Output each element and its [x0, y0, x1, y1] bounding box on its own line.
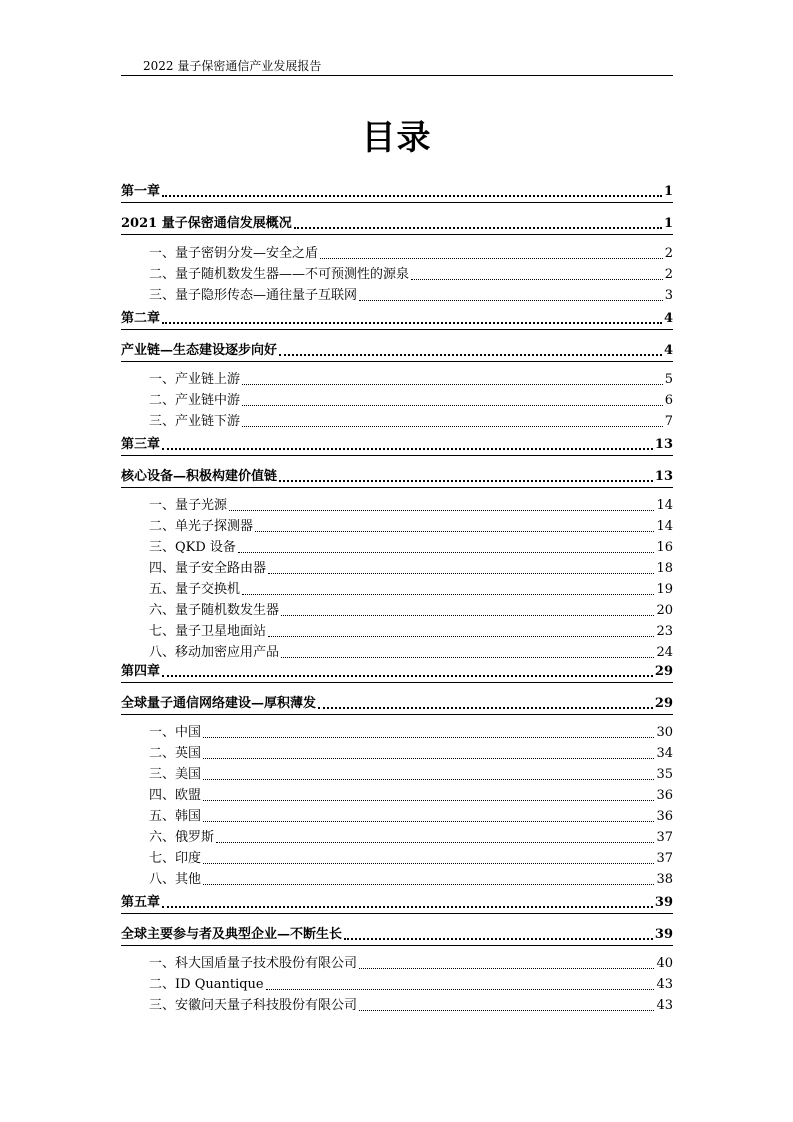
toc-entry-label: 一、量子光源 [149, 498, 228, 513]
toc-page-number: 43 [656, 998, 673, 1013]
toc-page-number: 2 [664, 267, 673, 282]
toc-dot-leader [203, 799, 654, 801]
toc-section-entry[interactable] [121, 992, 673, 1014]
toc-page-number: 2 [664, 246, 673, 261]
toc-page-number: 19 [656, 582, 673, 597]
toc-page-number: 14 [656, 519, 673, 534]
toc-dot-leader [162, 447, 653, 450]
toc-entry-label: 二、量子随机数发生器——不可预测性的源泉 [149, 267, 410, 282]
toc-entry-label: 三、QKD 设备 [149, 540, 236, 555]
toc-chapter-entry[interactable] [121, 693, 673, 715]
toc-page-number: 29 [654, 696, 673, 711]
toc-dot-leader [359, 967, 654, 969]
toc-dot-leader [242, 593, 654, 595]
toc-dot-leader [238, 551, 655, 553]
toc-entry-label: 三、美国 [149, 767, 202, 782]
toc-page-number: 36 [656, 788, 673, 803]
toc-page-number: 24 [656, 645, 673, 660]
toc-dot-leader [268, 572, 654, 574]
toc-section-entry[interactable] [121, 261, 673, 283]
toc-section-entry[interactable] [121, 845, 673, 867]
toc-page-number: 18 [656, 561, 673, 576]
toc-chapter-entry[interactable] [121, 924, 673, 946]
toc-dot-leader [203, 778, 654, 780]
toc-page-number: 34 [656, 746, 673, 761]
toc-page-number: 35 [656, 767, 673, 782]
toc-dot-leader [255, 530, 654, 532]
toc-page-number: 36 [656, 809, 673, 824]
toc-entry-label: 七、印度 [149, 851, 202, 866]
toc-dot-leader [242, 425, 663, 427]
toc-chapter-entry[interactable] [121, 213, 673, 235]
toc-dot-leader [359, 1009, 654, 1011]
toc-entry-label: 二、产业链中游 [149, 393, 241, 408]
toc-dot-leader [411, 278, 663, 280]
toc-dot-leader [203, 883, 654, 885]
toc-page-number: 6 [664, 393, 673, 408]
toc-chapter-entry[interactable] [121, 892, 673, 914]
toc-entry-label: 第三章 [121, 437, 161, 452]
toc-dot-leader [318, 706, 653, 709]
toc-entry-label: 二、英国 [149, 746, 202, 761]
toc-entry-label: 四、量子安全路由器 [149, 561, 267, 576]
toc-chapter-entry[interactable] [121, 466, 673, 488]
toc-entry-label: 一、中国 [149, 725, 202, 740]
toc-dot-leader [216, 841, 654, 843]
toc-section-entry[interactable] [121, 240, 673, 262]
toc-dot-leader [203, 757, 654, 759]
toc-page-number: 3 [664, 288, 673, 303]
toc-page-number: 37 [656, 851, 673, 866]
toc-page-number: 39 [654, 927, 673, 942]
toc-dot-leader [203, 820, 654, 822]
toc-entry-label: 三、量子隐形传态—通往量子互联网 [149, 288, 358, 303]
toc-section-entry[interactable] [121, 282, 673, 304]
toc-dot-leader [268, 635, 654, 637]
toc-entry-label: 三、安徽问天量子科技股份有限公司 [149, 998, 358, 1013]
toc-entry-label: 三、产业链下游 [149, 414, 241, 429]
page-header [121, 57, 673, 76]
toc-entry-label: 二、单光子探测器 [149, 519, 254, 534]
toc-page-number: 29 [654, 664, 673, 679]
toc-page-number: 1 [663, 216, 673, 231]
toc-entry-label: 一、科大国盾量子技术股份有限公司 [149, 956, 358, 971]
toc-entry-label: 二、ID Quantique [149, 977, 264, 992]
toc-dot-leader [203, 736, 654, 738]
toc-section-entry[interactable] [121, 408, 673, 430]
toc-section-entry[interactable] [121, 492, 673, 514]
toc-entry-label: 全球量子通信网络建设—厚积薄发 [121, 696, 317, 711]
toc-chapter-entry[interactable] [121, 308, 673, 330]
toc-section-entry[interactable] [121, 866, 673, 888]
toc-dot-leader [162, 321, 662, 324]
toc-entry-label: 五、韩国 [149, 809, 202, 824]
toc-chapter-entry[interactable] [121, 434, 673, 456]
toc-page-number: 4 [663, 311, 673, 326]
toc-section-entry[interactable] [121, 719, 673, 741]
toc-dot-leader [229, 509, 654, 511]
page-title: 目录 [361, 118, 432, 158]
toc-page-number: 16 [656, 540, 673, 555]
toc-section-entry[interactable] [121, 534, 673, 556]
toc-dot-leader [242, 404, 663, 406]
toc-entry-label: 核心设备—积极构建价值链 [121, 469, 278, 484]
toc-dot-leader [162, 905, 653, 908]
toc-chapter-entry[interactable] [121, 181, 673, 203]
toc-entry-label: 全球主要参与者及典型企业—不断生长 [121, 927, 343, 942]
toc-entry-label: 第五章 [121, 895, 161, 910]
toc-page-number: 40 [656, 956, 673, 971]
toc-section-entry[interactable] [121, 618, 673, 640]
toc-page-number: 39 [654, 895, 673, 910]
toc-section-entry[interactable] [121, 366, 673, 388]
toc-dot-leader [242, 383, 663, 385]
toc-entry-label: 产业链—生态建设逐步向好 [121, 343, 278, 358]
toc-section-entry[interactable] [121, 803, 673, 825]
toc-dot-leader [294, 226, 662, 229]
toc-dot-leader [279, 353, 662, 356]
toc-entry-label: 八、移动加密应用产品 [149, 645, 280, 660]
toc-section-entry[interactable] [121, 597, 673, 619]
toc-section-entry[interactable] [121, 950, 673, 972]
toc-page-number: 14 [656, 498, 673, 513]
toc-section-entry[interactable] [121, 971, 673, 993]
toc-entry-label: 五、量子交换机 [149, 582, 241, 597]
toc-page-number: 1 [663, 184, 673, 199]
toc-dot-leader [344, 937, 653, 940]
toc-section-entry[interactable] [121, 513, 673, 535]
toc-page-number: 43 [656, 977, 673, 992]
toc-page-number: 13 [654, 469, 673, 484]
toc-page-number: 13 [654, 437, 673, 452]
toc-entry-label: 2021 量子保密通信发展概况 [121, 216, 292, 231]
toc-entry-label: 四、欧盟 [149, 788, 202, 803]
toc-dot-leader [266, 988, 655, 990]
toc-page-number: 30 [656, 725, 673, 740]
toc-dot-leader [281, 656, 654, 658]
toc-dot-leader [281, 614, 654, 616]
toc-entry-label: 七、量子卫星地面站 [149, 624, 267, 639]
toc-section-entry[interactable] [121, 740, 673, 762]
toc-chapter-entry[interactable] [121, 661, 673, 683]
toc-page-number: 37 [656, 830, 673, 845]
toc-entry-label: 第四章 [121, 664, 161, 679]
toc-page-number: 7 [664, 414, 673, 429]
toc-section-entry[interactable] [121, 639, 673, 661]
toc-dot-leader [320, 257, 663, 259]
toc-section-entry[interactable] [121, 782, 673, 804]
toc-entry-label: 一、产业链上游 [149, 372, 241, 387]
toc-entry-label: 第二章 [121, 311, 161, 326]
toc-page-number: 38 [656, 872, 673, 887]
toc-entry-label: 八、其他 [149, 872, 202, 887]
toc-dot-leader [359, 299, 663, 301]
toc-dot-leader [203, 862, 654, 864]
toc-section-entry[interactable] [121, 824, 673, 846]
toc-section-entry[interactable] [121, 555, 673, 577]
toc-dot-leader [162, 194, 662, 197]
toc-entry-label: 六、俄罗斯 [149, 830, 215, 845]
toc-dot-leader [279, 479, 653, 482]
toc-entry-label: 六、量子随机数发生器 [149, 603, 280, 618]
toc-dot-leader [162, 674, 653, 677]
toc-section-entry[interactable] [121, 576, 673, 598]
toc-section-entry[interactable] [121, 387, 673, 409]
toc-page-number: 5 [664, 372, 673, 387]
toc-entry-label: 一、量子密钥分发—安全之盾 [149, 246, 319, 261]
toc-page-number: 23 [656, 624, 673, 639]
toc-page-number: 20 [656, 603, 673, 618]
toc-section-entry[interactable] [121, 761, 673, 783]
toc-chapter-entry[interactable] [121, 340, 673, 362]
toc-page-number: 4 [663, 343, 673, 358]
running-title: 2022 量子保密通信产业发展报告 [143, 59, 322, 73]
toc-entry-label: 第一章 [121, 184, 161, 199]
